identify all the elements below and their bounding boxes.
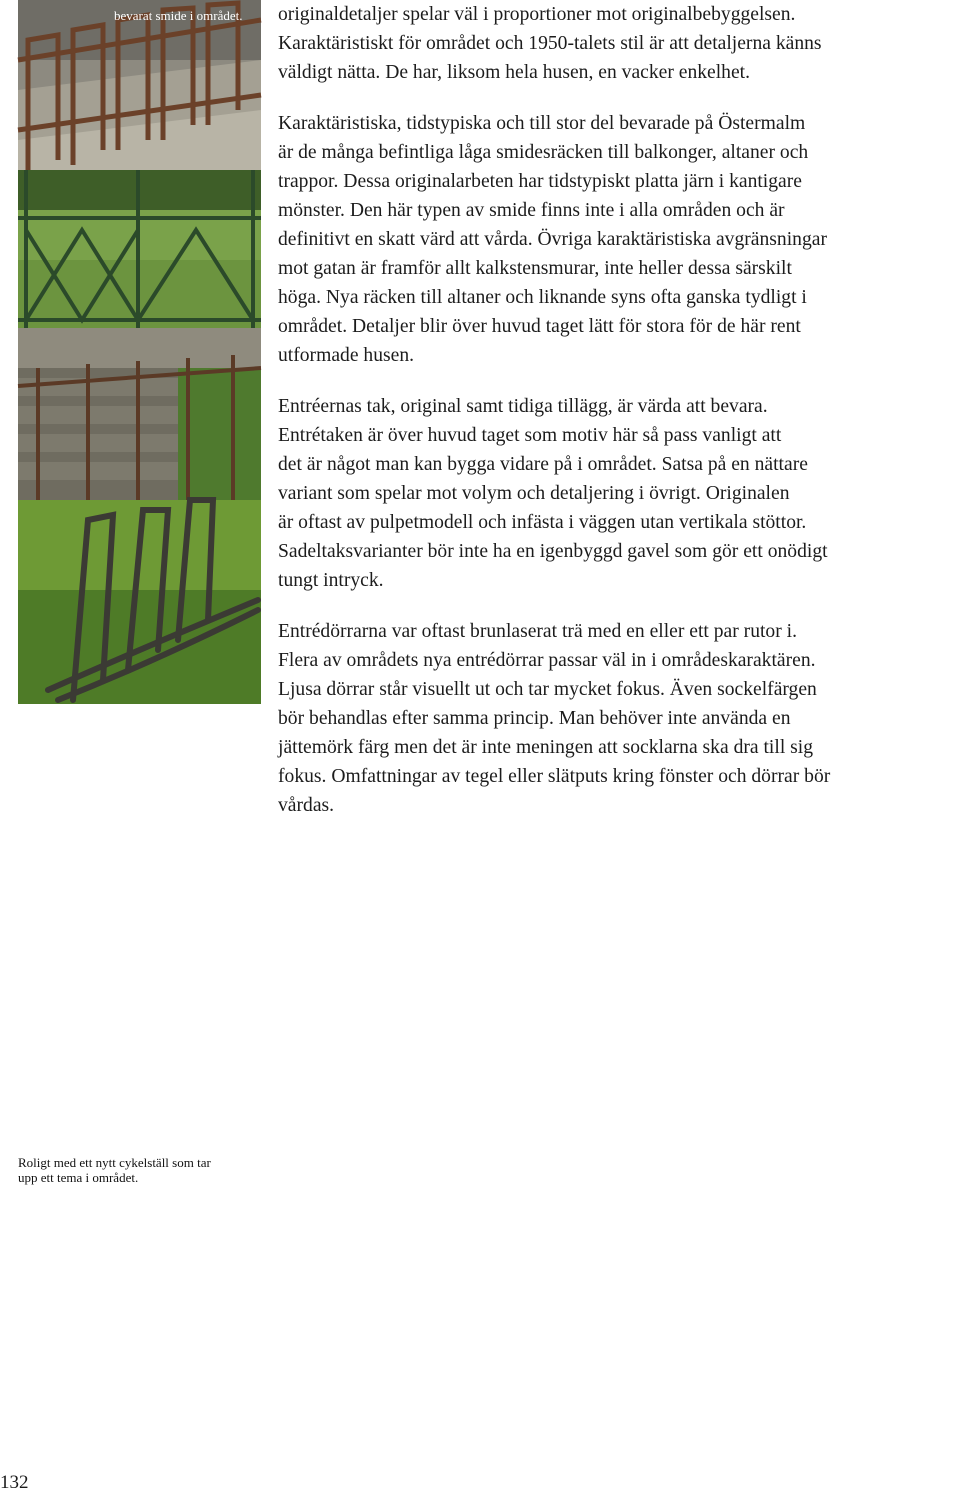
text-line: trappor. Dessa originalarbeten har tidstypiskt platta järn i kantigare (278, 171, 802, 192)
text-line: definitivt en skatt värd att vårda. Övriga karaktäristiska avgränsningar (278, 229, 827, 250)
caption-line: upp ett tema i området. (18, 1170, 139, 1185)
body-text (278, 0, 958, 820)
text-line: mot gatan är framför allt kalkstensmurar, inte heller dessa särskilt (278, 258, 792, 279)
text-line: Karaktäristiska, tidstypiska och till stor del bevarade på Östermalm (278, 113, 806, 134)
photo-iron-railing (18, 0, 261, 170)
photo-bike-stand (18, 500, 261, 1185)
page-number: 132 (0, 1472, 29, 1493)
text-line: vårdas. (278, 795, 335, 816)
text-line: fokus. Omfattningar av tegel eller slätputs kring fönster och dörrar bör (278, 766, 831, 787)
text-line: Entrétaken är över huvud taget som motiv här så pass vanligt att (278, 425, 782, 446)
text-line: är oftast av pulpetmodell och infästa i väggen utan vertikala stöttor. (278, 512, 807, 533)
caption-line: Roligt med ett nytt cykelställ som tar (18, 1155, 211, 1170)
text-line: höga. Nya räcken till altaner och liknande syns ofta ganska tydligt i (278, 287, 807, 308)
paragraph-intro (278, 0, 958, 87)
paragraph-entrance-roofs (278, 392, 958, 595)
photo-green-fence (18, 170, 261, 328)
text-line: området. Detaljer blir över huvud taget lätt för stora för de här rent (278, 316, 801, 337)
text-line: Entrédörrarna var oftast brunlaserat trä med en eller ett par rutor i. (278, 621, 797, 642)
photo-column (18, 0, 261, 1185)
paragraph-railings (278, 109, 958, 370)
photo-stair-railing (18, 328, 261, 500)
text-line: det är något man kan bygga vidare på i området. Satsa på en nättare (278, 454, 808, 475)
text-line: variant som spelar mot volym och detaljering i övrigt. Originalen (278, 483, 790, 504)
photo-caption-bottom (18, 1155, 261, 1185)
text-line: Ljusa dörrar står visuellt ut och tar mycket fokus. Även sockelfärgen (278, 679, 817, 700)
text-line: väldigt nätta. De har, liksom hela husen, en vacker enkelhet. (278, 62, 751, 83)
text-line: tungt intryck. (278, 570, 384, 591)
text-line: Karaktäristiskt för området och 1950-talets stil är att detaljerna känns (278, 33, 822, 54)
text-line: Flera av områdets nya entrédörrar passar väl in i områdeskaraktären. (278, 650, 816, 671)
photo-caption-top: bevarat smide i området. (114, 8, 243, 23)
text-line: jättemörk färg men det är inte meningen att socklarna ska dra till sig (278, 737, 814, 758)
paragraph-entrance-doors (278, 617, 958, 820)
text-line: mönster. Den här typen av smide finns inte i alla områden och är (278, 200, 785, 221)
text-line: utformade husen. (278, 345, 415, 366)
text-line: är de många befintliga låga smidesräcken till balkonger, altaner och (278, 142, 809, 163)
text-line: bör behandlas efter samma princip. Man behöver inte använda en (278, 708, 791, 729)
text-line: Sadeltaksvarianter bör inte ha en igenbyggd gavel som gör ett onödigt (278, 541, 828, 562)
text-line: Entréernas tak, original samt tidiga tillägg, är värda att bevara. (278, 396, 768, 417)
text-line: originaldetaljer spelar väl i proportioner mot originalbebyggelsen. (278, 4, 796, 25)
